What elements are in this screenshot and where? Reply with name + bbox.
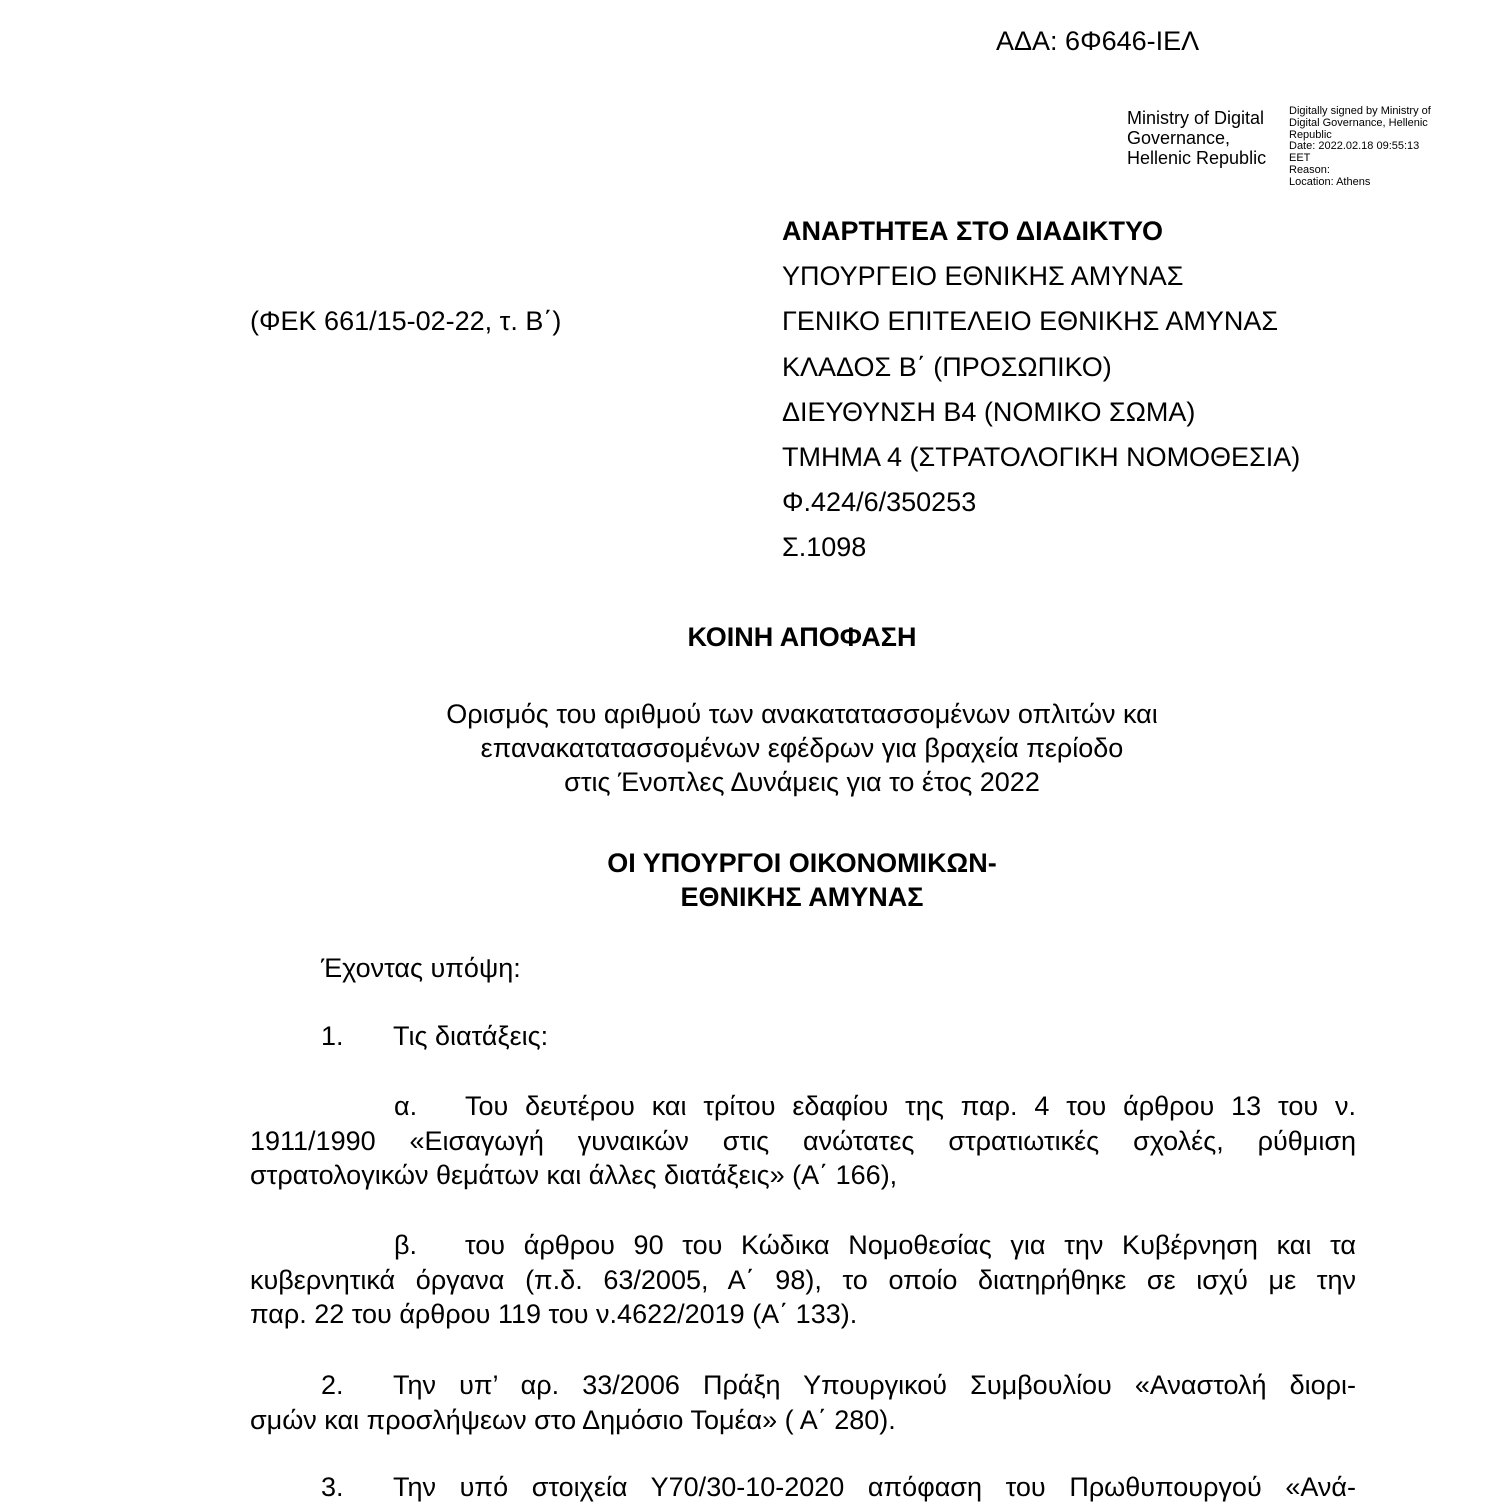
signature-detail-line: Republic (1289, 128, 1332, 141)
signature-detail-line: EET (1289, 152, 1311, 165)
item-2-line: σμών και προσλήψεων στο Δημόσιο Τομέα» ( Α΄ 280). (250, 1404, 896, 1435)
item-1-number: 1. (321, 1021, 344, 1051)
section-name: ΤΜΗΜΑ 4 (ΣΤΡΑΤΟΛΟΓΙΚΗ ΝΟΜΟΘΕΣΙΑ) (782, 441, 1301, 472)
item-beta-line (250, 1228, 1356, 1263)
item-2-line (250, 1368, 1356, 1403)
item-3-line (250, 1470, 1356, 1505)
item-3-text: Την υπό στοιχεία Υ70/30-10-2020 απόφαση του Πρωθυπουργού «Ανά- (393, 1472, 1356, 1502)
item-alpha-line: 1911/1990 «Εισαγωγή γυναικών στις ανώτατες στρατιωτικές σχολές, ρύθμιση (250, 1125, 1356, 1156)
item-alpha-line: στρατολογικών θεμάτων και άλλες διατάξεις» (Α΄ 166), (250, 1160, 898, 1190)
issuer-header (782, 214, 1300, 576)
signature-detail-line: Digital Governance, Hellenic (1289, 116, 1428, 129)
directorate-name: ΔΙΕΥΘΥΝΣΗ Β4 (ΝΟΜΙΚΟ ΣΩΜΑ) (782, 396, 1196, 427)
subject-line: Ορισμός του αριθμού των ανακατατασσομένων οπλιτών και (446, 699, 1158, 729)
item-beta-marker: β. (394, 1230, 418, 1260)
digital-signature-details (1289, 106, 1431, 189)
item-beta-text: του άρθρου 90 του Κώδικα Νομοθεσίας για την Κυβέρνηση και τα (465, 1230, 1356, 1260)
item-2-text: Την υπ’ αρ. 33/2006 Πράξη Υπουργικού Συμβουλίου «Αναστολή διορι- (393, 1370, 1356, 1400)
staff-name: ΓΕΝΙΚΟ ΕΠΙΤΕΛΕΙΟ ΕΘΝΙΚΗΣ ΑΜΥΝΑΣ (782, 306, 1279, 337)
fek-reference: (ΦΕΚ 661/15-02-22, τ. Β΄) (250, 306, 562, 336)
document-subject (402, 697, 1202, 799)
signature-detail-line: Date: 2022.02.18 09:55:13 (1289, 140, 1420, 153)
item-3 (250, 1470, 1356, 1505)
signature-detail-line: Location: Athens (1289, 175, 1371, 188)
branch-name: ΚΛΑΔΟΣ Β΄ (ΠΡΟΣΩΠΙΚΟ) (782, 351, 1112, 382)
signature-detail-line: Reason: (1289, 163, 1330, 176)
ministry-name: ΥΠΟΥΡΓΕΙΟ ΕΘΝΙΚΗΣ ΑΜΥΝΑΣ (782, 261, 1184, 292)
item-alpha-marker: α. (394, 1091, 418, 1121)
item-2-number: 2. (321, 1370, 344, 1400)
item-1-text: Τις διατάξεις: (393, 1021, 549, 1051)
issuing-ministers (452, 846, 1152, 914)
item-alpha (250, 1089, 1356, 1193)
subject-line: επανακατατασσομένων εφέδρων για βραχεία περίοδο (480, 733, 1124, 763)
item-beta-line: παρ. 22 του άρθρου 119 του ν.4622/2019 (Α΄ 133). (250, 1299, 858, 1329)
preamble: Έχοντας υπόψη: (321, 953, 521, 983)
item-3-number: 3. (321, 1472, 344, 1502)
signature-name-line: Governance, (1127, 128, 1231, 148)
item-alpha-line (250, 1089, 1356, 1124)
item-2 (250, 1368, 1356, 1437)
ministers-line: ΕΘΝΙΚΗΣ ΑΜΥΝΑΣ (680, 882, 924, 912)
ada-code: ΑΔΑ: 6Φ646-ΙΕΛ (996, 26, 1200, 56)
document-title: ΚΟΙΝΗ ΑΠΟΦΑΣΗ (687, 622, 917, 652)
signature-name-line: Ministry of Digital (1127, 108, 1265, 128)
signature-name-line: Hellenic Republic (1127, 148, 1267, 168)
serial-number: Σ.1098 (782, 532, 867, 563)
posting-notice: ΑΝΑΡΤΗΤΕΑ ΣΤΟ ΔΙΑΔΙΚΤΥΟ (782, 216, 1163, 246)
file-reference: Φ.424/6/350253 (782, 487, 977, 518)
subject-line: στις Ένοπλες Δυνάμεις για το έτος 2022 (564, 767, 1040, 797)
item-alpha-text: Του δευτέρου και τρίτου εδαφίου της παρ. 4 του άρθρου 13 του ν. (465, 1091, 1356, 1121)
ministers-line: ΟΙ ΥΠΟΥΡΓΟΙ ΟΙΚΟΝΟΜΙΚΩΝ- (607, 848, 997, 878)
signature-detail-line: Digitally signed by Ministry of (1289, 105, 1431, 117)
digital-signature-signer (1127, 108, 1266, 168)
item-beta-line: κυβερνητικά όργανα (π.δ. 63/2005, Α΄ 98), το οποίο διατηρήθηκε σε ισχύ με την (250, 1264, 1356, 1295)
item-beta (250, 1228, 1356, 1332)
